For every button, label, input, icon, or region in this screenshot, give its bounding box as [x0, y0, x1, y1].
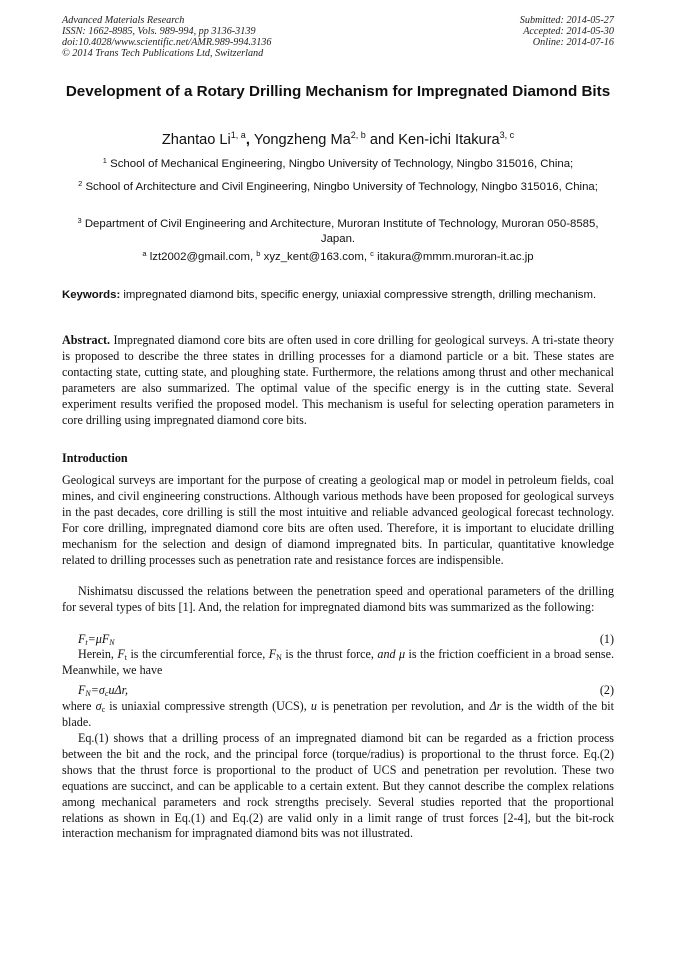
- email-address[interactable]: xyz_kent@163.com: [263, 251, 364, 263]
- affiliation: [62, 217, 614, 246]
- email-mark: b: [256, 249, 261, 258]
- affiliation-text: School of Architecture and Civil Engineering, Ningbo University of Technology, Ningbo 315016, China;: [85, 181, 598, 193]
- affiliation-text: Department of Civil Engineering and Architecture, Muroran Institute of Technology, Muroran 050-8585, Japan.: [84, 218, 599, 245]
- author-name: Zhantao Li: [161, 132, 231, 148]
- affiliation-number: 3: [77, 216, 82, 225]
- equation-expression: $F_t=\mu F_N$: [78, 632, 115, 647]
- affiliation: [62, 180, 614, 195]
- journal-doi: doi:10.4028/www.scientific.net/AMR.989-994.3136: [62, 37, 272, 48]
- author-separator: ,: [245, 132, 254, 148]
- author-affiliation-mark: 1, a: [230, 130, 246, 140]
- journal-name: Advanced Materials Research: [62, 15, 185, 26]
- affiliation-number: 1: [102, 156, 107, 165]
- intro-paragraph: Eq.(1) shows that a drilling process of an impregnated diamond bit can be regarded as a friction process between the bit and the rock, and the principal force (torque/radius) is proportional to the thrust force. Eq.(2) shows that the thrust force is proportional to the product of UCS and penetration per revolution. These two equations are succinct, and can be applicable to a certain extent. But they cannot describe the complex relations among mechanical parameters and rock strengths precisely. Several studies reported that the proportional relations as shown in Eq.(1) and Eq.(2) are valid only in a limit range of trust forces [2-4], but the bit-rock interaction mechanism for impragnated diamond bits was not illustrated.: [62, 731, 614, 841]
- publication-dates: [520, 15, 614, 48]
- intro-paragraph: Geological surveys are important for the purpose of creating a geological map or model in petroleum fields, coal mines, and civil engineering constructions. Although various methods have been proposed for geological surveys in the past decades, core drilling is still the most intuitive and reliable advanced geological forecast technology. For core drilling, impregnated diamond core bits are often used. Therefore, it is important to elucidate drilling mechanism for the selection and design of diamond impregnated bits. In particular, quantitative knowledge related to drilling processes such as penetration rate and resistance forces are indispensible.: [62, 473, 614, 567]
- affiliation-text: School of Mechanical Engineering, Ningbo University of Technology, Ningbo 315016, China;: [110, 158, 574, 170]
- author-affiliation-mark: 2, b: [350, 130, 366, 140]
- equation-number: (1): [599, 632, 614, 646]
- intro-paragraph: Herein, $F_t$ is the circumferential force, $F_N$ is the thrust force, and μ is the friction coefficient in a broad sense. Meanwhile, we have: [62, 647, 615, 677]
- affiliation-number: 2: [78, 179, 83, 188]
- accepted-date: Accepted: 2014-05-30: [523, 26, 614, 37]
- abstract-label: Abstract.: [62, 333, 111, 347]
- online-date: Online: 2014-07-16: [532, 37, 614, 48]
- keywords: [62, 288, 614, 303]
- keywords-text: impregnated diamond bits, specific energy, uniaxial compressive strength, drilling mechanism.: [123, 289, 597, 301]
- email-address[interactable]: lzt2002@gmail.com: [149, 251, 250, 263]
- abstract-text: Impregnated diamond core bits are often used in core drilling for geological surveys. A tri-state theory is proposed to describe the three states in drilling processes for a diamond particle or a bit. These states are contacting state, cutting state, and ploughing state. Furthermore, the relations among thrust and other mechanical parameters are also summarized. The optimal value of the specific energy is in the cutting state. Several experiment results verified the proposed model. This mechanism is useful for selecting operation parameters in core drilling using impregnated diamond core bits.: [62, 333, 614, 427]
- equation-number: (2): [599, 683, 614, 697]
- section-heading: Introduction: [62, 451, 128, 465]
- email-mark: c: [370, 249, 374, 258]
- abstract: [62, 333, 614, 428]
- journal-issn: ISSN: 1662-8985, Vols. 989-994, pp 3136-3139: [62, 26, 256, 37]
- intro-paragraph: where $\sigma_c$ is uniaxial compressive strength (UCS), u is penetration per revolution, and Δr is the width of the bit blade.: [62, 699, 614, 729]
- email-address[interactable]: itakura@mmm.muroran-it.ac.jp: [377, 251, 534, 263]
- author-list: [62, 131, 614, 149]
- email-mark: a: [142, 249, 147, 258]
- author-name: Yongzheng Ma: [253, 132, 351, 148]
- keywords-label: Keywords:: [62, 289, 121, 301]
- submitted-date: Submitted: 2014-05-27: [519, 15, 614, 26]
- author-separator: and: [365, 132, 399, 148]
- journal-header: [62, 15, 271, 59]
- intro-paragraph: Nishimatsu discussed the relations between the penetration speed and operational parameters of the drilling for several types of bits [1]. And, the relation for impregnated diamond bits was summarized as the following:: [62, 584, 614, 614]
- email-separator: ,: [249, 251, 257, 263]
- journal-copyright: © 2014 Trans Tech Publications Ltd, Switzerland: [62, 48, 264, 59]
- equation-expression: $F_N=\sigma_cu\Delta r$,: [78, 683, 128, 698]
- author-name: Ken-ichi Itakura: [398, 132, 500, 148]
- author-emails: [62, 250, 614, 264]
- email-separator: ,: [363, 251, 371, 263]
- paper-title: Development of a Rotary Drilling Mechanism for Impregnated Diamond Bits: [65, 83, 611, 100]
- author-affiliation-mark: 3, c: [499, 130, 515, 140]
- affiliation: [62, 157, 614, 172]
